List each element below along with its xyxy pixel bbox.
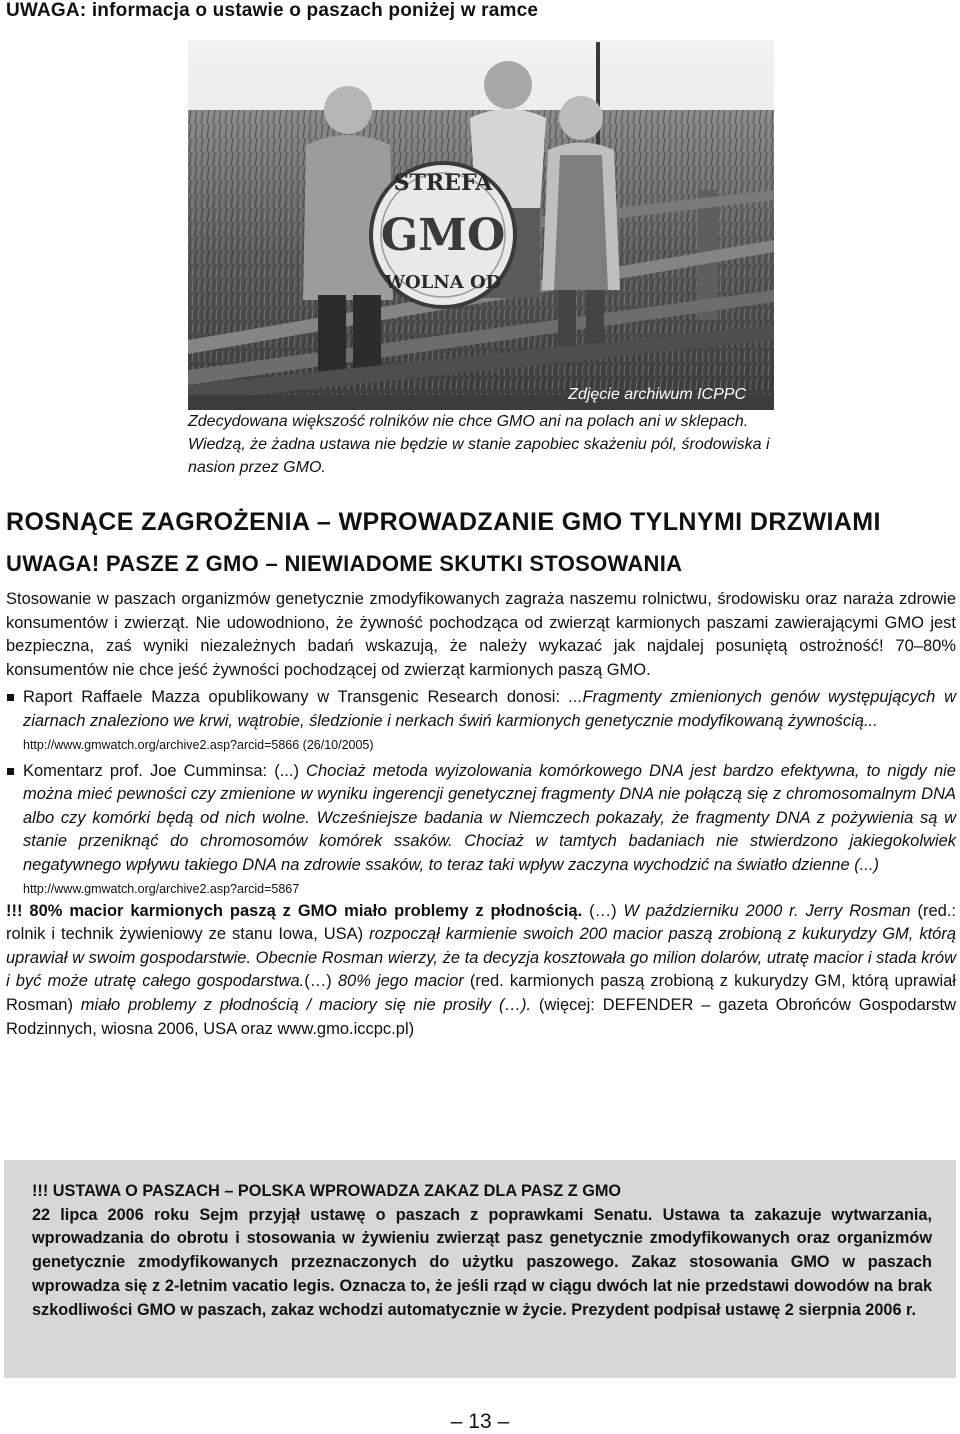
sign-top-text: STREFA [393, 170, 493, 196]
photo-credit: Zdjęcie archiwum ICPPC [568, 386, 746, 403]
bullet-mazza-lead: Raport Raffaele Mazza opublikowany w Transgenic Research donosi: [23, 688, 569, 707]
bullet-cummins-quote: Chociaż metoda wyizolowania komórkowego DNA jest bardzo efektywna, to nigdy nie można mieć pewności czy zmienione w wyniku ingerencji genetycznej fragmenty DNA nie połączą się z chromosomalnym DNA albo czy komórki będą od nich wolne. Wcześniejsze badania w Niemczech pokazały, że fragmenty DNA z pożywienia są w stanie przeniknąć do chromosomów komórek ssaków. Chociaż w tamtych badaniach nie stwierdzono jakiegokolwiek negatywnego wpływu takiego DNA na zdrowie ssaków, to teraz taki wpływ zaczyna wychodzić na światło dzienne (...) [23, 761, 956, 874]
sign-center-text: GMO [380, 210, 506, 261]
law-box-content [32, 1180, 932, 1322]
rosman-headline: !!! 80% macior karmionych paszą z GMO miało problemy z płodnością. [6, 901, 583, 920]
rosman-text-10: (więcej: DEFENDER – gazeta Obrońców Gospodarstw Rodzinnych, wiosna 2006, USA oraz www.gmo.iccpc.pl) [6, 995, 956, 1038]
rosman-text-5: rozpoczął karmienie swoich 200 macior paszą zrobioną z kukurydzy GM, którą uprawiał w swoim gospodarstwie. Obecnie Rosman wierzy, że ta decyzja kosztowała go milion dolarów, utratę macior i stada krów i być może utratę całego gospodarstwa. [6, 925, 956, 991]
bullet-mazza-quote: ...Fragmenty zmienionych genów występujących w ziarnach znaleziono we krwi, wątrobie, śledzionie i nerkach świń karmionych genetycznie modyfikowaną żywnością... [23, 688, 956, 730]
law-box [4, 1160, 956, 1378]
page-number: – 13 – [450, 1410, 510, 1433]
bullet-cummins-lead: Komentarz prof. Joe Cumminsa: (...) [23, 761, 307, 780]
law-box-text: 22 lipca 2006 roku Sejm przyjął ustawę o paszach z poprawkami Senatu. Ustawa ta zakazuje wytwarzania, wprowadzania do obrotu i stosowania w żywieniu zwierząt pasz genetycznie zmodyfikowanych oraz organizmów genetycznie zmodyfikowanych przeznaczonych do użytku paszowego. Zakaz stosowania GMO w paszach wprowadza się z 2-letnim vacatio legis. Oznacza to, że jeśli rząd w ciągu dwóch lat nie przedstawi dowodów na brak szkodliwości GMO w paszach, zakaz wchodzi automatycznie w życie. Prezydent podpisał ustawę 2 sierpnia 2006 r. [32, 1205, 932, 1319]
top-note: UWAGA: informacja o ustawie o paszach poniżej w ramce [6, 0, 539, 21]
bullet-square-icon [7, 694, 14, 701]
rosman-text-2: (…) [582, 901, 624, 920]
bullet-cummins-url: http://www.gmwatch.org/archive2.asp?arcid=5867 [23, 881, 300, 896]
rosman-text-3: W październiku 2000 r. Jerry Rosman [623, 901, 911, 920]
section-heading: ROSNĄCE ZAGROŻENIA – WPROWADZANIE GMO TYLNYMI DRZWIAMI [6, 508, 881, 536]
bullet-square-icon [7, 768, 14, 775]
photo-caption: Zdecydowana większość rolników nie chce GMO ani na polach ani w sklepach. Wiedzą, że żadna ustawa nie będzie w stanie zapobiec skażeniu pól, środowiska i nasion przez GMO. [188, 413, 770, 476]
rosman-text-4: (red.: rolnik i technik żywieniowy ze stanu Iowa, USA) [6, 901, 956, 944]
rosman-paragraph [6, 900, 956, 1042]
rosman-text-8: (red. karmionych paszą zrobioną z kukurydzy GM, którą uprawiał Rosman) [6, 972, 956, 1014]
law-box-title: !!! USTAWA O PASZACH – POLSKA WPROWADZA ZAKAZ DLA PASZ Z GMO [32, 1182, 622, 1200]
sign-bottom-text: WOLNA OD [384, 272, 502, 293]
bullet-cummins [6, 760, 956, 900]
rosman-text-9: miało problemy z płodnością / maciory się nie prosiły (…). [80, 995, 532, 1014]
intro-paragraph: Stosowanie w paszach organizmów genetycznie zmodyfikowanych zagraża naszemu rolnictwu, środowisku oraz naraża zdrowie konsumentów i zwierząt. Nie udowodniono, że żywność pochodząca od zwierząt karmionych paszami zawierającymi GMO jest bezpieczna, zaś wyniki niezależnych badań wskazują, że należy wykazać jak najdalej posuniętą ostrożność! 70–80% konsumentów nie chce jeść żywności pochodzącej od zwierząt karmionych paszą GMO. [6, 590, 956, 679]
photo-illustration [188, 40, 774, 410]
article-body [6, 588, 956, 1041]
bullet-mazza-url: http://www.gmwatch.org/archive2.asp?arcid=5866 (26/10/2005) [23, 737, 374, 752]
photo [188, 40, 774, 410]
rosman-text-6: (…) [304, 972, 338, 991]
bullet-mazza [6, 686, 956, 755]
rosman-text-7: 80% jego macior [337, 972, 464, 991]
section-subheading: UWAGA! PASZE Z GMO – NIEWIADOME SKUTKI STOSOWANIA [6, 551, 683, 576]
